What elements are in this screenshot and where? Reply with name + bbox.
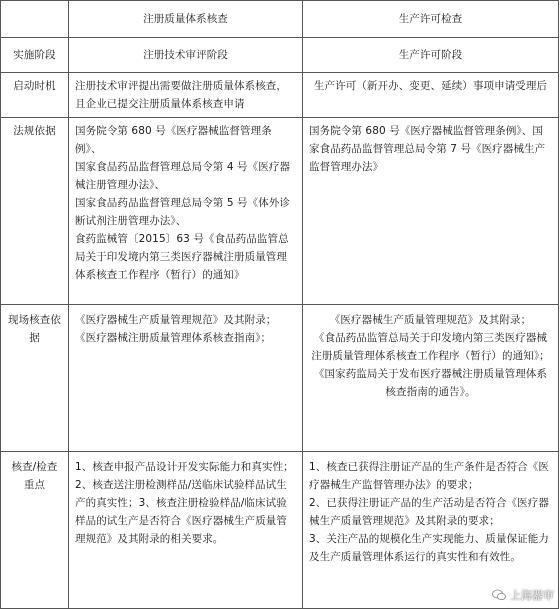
row-label-onsite: 现场核查依据 — [1, 305, 69, 452]
law-left-item: 食药监械管〔2015〕63 号《食品药品监管总局关于印发境内第三类医疗器械注册质量管理体系核查工作程序（暂行）的通知》 — [75, 233, 289, 281]
law-left-item: 国务院令第 680 号《医疗器械监督管理条例》、 — [75, 125, 272, 155]
onsite-right-cell — [303, 305, 559, 452]
trigger-right-cell: 生产许可（新开办、变更、延续）事项申请受理后 — [303, 73, 559, 118]
row-label-stage: 实施阶段 — [1, 38, 69, 73]
onsite-right-item: 《国家药监局关于发布医疗器械注册质量管理体系核查指南的通告》。 — [313, 368, 548, 398]
table-row-onsite-basis — [1, 305, 559, 452]
law-right-cell — [303, 118, 559, 305]
watermark-text: 上海器审 — [510, 589, 554, 602]
stage-right-cell: 生产许可阶段 — [303, 38, 559, 73]
focus-right-item: 1、核查已获得注册证产品的生产条件是否符合《医疗器械生产监督管理办法》的要求； — [309, 461, 549, 491]
wechat-logo-icon — [492, 589, 506, 601]
onsite-right-item: 《医疗器械生产质量管理规范》及其附录； — [329, 314, 532, 326]
onsite-right-item: 《食品药品监管总局关于印发境内第三类医疗器械注册质量管理体系核查工作程序（暂行）的通知》； — [311, 332, 550, 362]
table-row-stage — [1, 38, 559, 73]
focus-right-cell — [303, 452, 559, 609]
table-row-focus — [1, 452, 559, 609]
header-cell-empty — [1, 1, 69, 38]
table-row-trigger — [1, 73, 559, 118]
onsite-left-cell — [69, 305, 303, 452]
watermark — [492, 587, 554, 603]
onsite-left-item: 《医疗器械注册质量管理体系核查指南》； — [75, 332, 272, 344]
law-left-item: 国家食品药品监督管理总局令第 5 号《体外诊断试剂注册管理办法》、 — [75, 197, 291, 227]
onsite-left-item: 《医疗器械生产质量管理规范》及其附录； — [75, 314, 277, 326]
row-label-focus: 核查/检查重点 — [1, 452, 69, 609]
focus-left-cell — [69, 452, 303, 609]
focus-left-item: 1、核查申报产品设计开发实际能力和真实性；2、核查送注册检测样品/送临床试验样品试生产的真实性；3、核查注册检验样品/临床试验样品的试生产是否符合《医疗器械生产质量管理规范》及其附录的相关要求。 — [75, 461, 294, 545]
trigger-left-cell: 注册技术审评提出需要做注册质量体系核查，且企业已提交注册质量体系核查申请 — [69, 73, 303, 118]
law-right-item: 国务院令第 680 号《医疗器械监督管理条例》、国家食品药品监督管理总局令第 7 号《医疗器械生产监督管理办法》 — [309, 125, 546, 173]
law-left-item: 国家食品药品监督管理总局令第 4 号《医疗器械注册管理办法》、 — [75, 161, 291, 191]
row-label-trigger: 启动时机 — [1, 73, 69, 118]
header-cell-registration-check: 注册质量体系核查 — [69, 1, 303, 38]
law-left-cell — [69, 118, 303, 305]
header-cell-production-license-check: 生产许可检查 — [303, 1, 559, 38]
table-header-row — [1, 1, 559, 38]
stage-left-cell: 注册技术审评阶段 — [69, 38, 303, 73]
focus-right-item: 2、已获得注册证产品的生产活动是否符合《医疗器械生产质量管理规范》及其附录的要求； — [309, 497, 549, 527]
row-label-law: 法规依据 — [1, 118, 69, 305]
focus-right-item: 3、关注产品的规模化生产实现能力、质量保证能力及生产质量管理体系运行的真实性和有效性。 — [309, 533, 549, 563]
table-row-law — [1, 118, 559, 305]
